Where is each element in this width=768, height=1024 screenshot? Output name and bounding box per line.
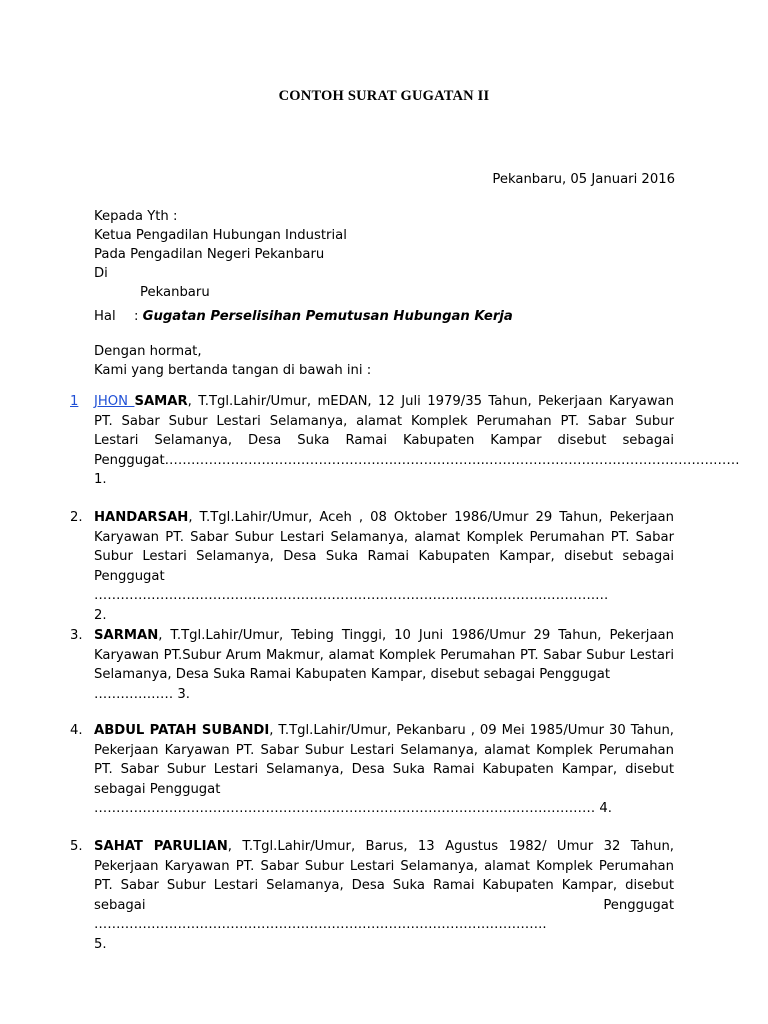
subject-label: Hal: [94, 309, 116, 324]
plaintiff-number: 3.: [70, 628, 83, 643]
plaintiff-number: 4.: [70, 723, 83, 738]
plaintiff-name: SARMAN: [94, 628, 159, 643]
greeting-block: [94, 342, 371, 380]
plaintiff-ordinal: ……………… 3.: [94, 686, 190, 702]
plaintiff-first-name-link[interactable]: JHON: [94, 394, 135, 409]
plaintiff-name: SAHAT PARULIAN: [94, 839, 228, 854]
plaintiff-number: 5.: [70, 839, 83, 854]
plaintiff-ordinal: …………………………………………………………………………………………………… 4.: [94, 801, 612, 816]
subject-line: [94, 309, 513, 324]
plaintiff-item: [70, 626, 674, 704]
plaintiff-ordinal: 1.: [94, 472, 107, 487]
subject-colon: :: [134, 309, 139, 324]
plaintiff-ordinal: 5.: [94, 936, 107, 952]
greeting-salutation: Dengan hormat,: [94, 344, 202, 359]
plaintiff-details: , T.Tgl.Lahir/Umur, mEDAN, 12 Juli 1979/35 Tahun, Pekerjaan Karyawan PT. Sabar Subur Lestari Selamanya, alamat Komplek Perumahan PT. Sabar Subur Lestari Selamanya, Desa Suka Ramai Kabupaten Kampar disebut sebagai Penggugat……………………………………………..………………..…………………………………………….……: [94, 394, 740, 468]
subject-text: Gugatan Perselisihan Pemutusan Hubungan Kerja: [142, 309, 513, 324]
plaintiff-number-link[interactable]: 1: [70, 394, 79, 409]
recipient-line: Pada Pengadilan Negeri Pekanbaru: [94, 247, 325, 262]
recipient-block: [94, 207, 347, 302]
plaintiff-details: , T.Tgl.Lahir/Umur, Tebing Tinggi, 10 Juni 1986/Umur 29 Tahun, Pekerjaan Karyawan PT.Subur Arum Makmur, alamat Komplek Perumahan PT. Sabar Subur Lestari Selamanya, Desa Suka Ramai Kabupaten Kampar, disebut sebagai Penggugat: [94, 628, 674, 682]
recipient-city: Pekanbaru: [140, 285, 210, 300]
plaintiff-name: SAMAR: [134, 394, 188, 409]
plaintiff-ordinal: 2.: [94, 607, 107, 623]
plaintiff-name: ABDUL PATAH SUBANDI: [94, 723, 270, 738]
plaintiff-item: [70, 392, 740, 490]
recipient-line: Ketua Pengadilan Hubungan Industrial: [94, 228, 347, 243]
recipient-line: Kepada Yth :: [94, 209, 178, 224]
plaintiff-number: 2.: [70, 510, 83, 525]
greeting-intro: Kami yang bertanda tangan di bawah ini :: [94, 363, 372, 378]
plaintiff-item: [70, 508, 674, 625]
document-title: CONTOH SURAT GUGATAN II: [278, 88, 490, 104]
plaintiff-details: , T.Tgl.Lahir/Umur, Pekanbaru , 09 Mei 1985/Umur 30 Tahun, Pekerjaan Karyawan PT. Sabar Subur Lestari Selamanya, alamat Komplek Perumahan PT. Sabar Subur Lestari Selamanya, Desa Suka Ramai Kabupaten Kampar, disebut sebagai Penggugat: [94, 723, 674, 797]
plaintiff-details: , T.Tgl.Lahir/Umur, Barus, 13 Agustus 1982/ Umur 32 Tahun, Pekerjaan Karyawan PT. Sabar Subur Lestari Selamanya, alamat Komplek Perumahan PT. Sabar Subur Lestari Selamanya, Desa Suka Ramai Kabupaten Kampar, disebut sebagai Penggugat ………………………………………………………………………………………….: [94, 839, 674, 932]
plaintiff-item: [70, 721, 674, 819]
recipient-line: Di: [94, 266, 108, 281]
plaintiff-name: HANDARSAH: [94, 510, 189, 525]
plaintiff-details: , T.Tgl.Lahir/Umur, Aceh , 08 Oktober 1986/Umur 29 Tahun, Pekerjaan Karyawan PT. Sabar Subur Lestari Selamanya, alamat Komplek Perumahan PT. Sabar Subur Lestari Selamanya, Desa Suka Ramai Kabupaten Kampar, disebut sebagai Penggugat ………………………………………………………………………………………………………: [94, 510, 674, 603]
plaintiff-item: [70, 837, 674, 954]
letter-date: Pekanbaru, 05 Januari 2016: [492, 172, 675, 187]
